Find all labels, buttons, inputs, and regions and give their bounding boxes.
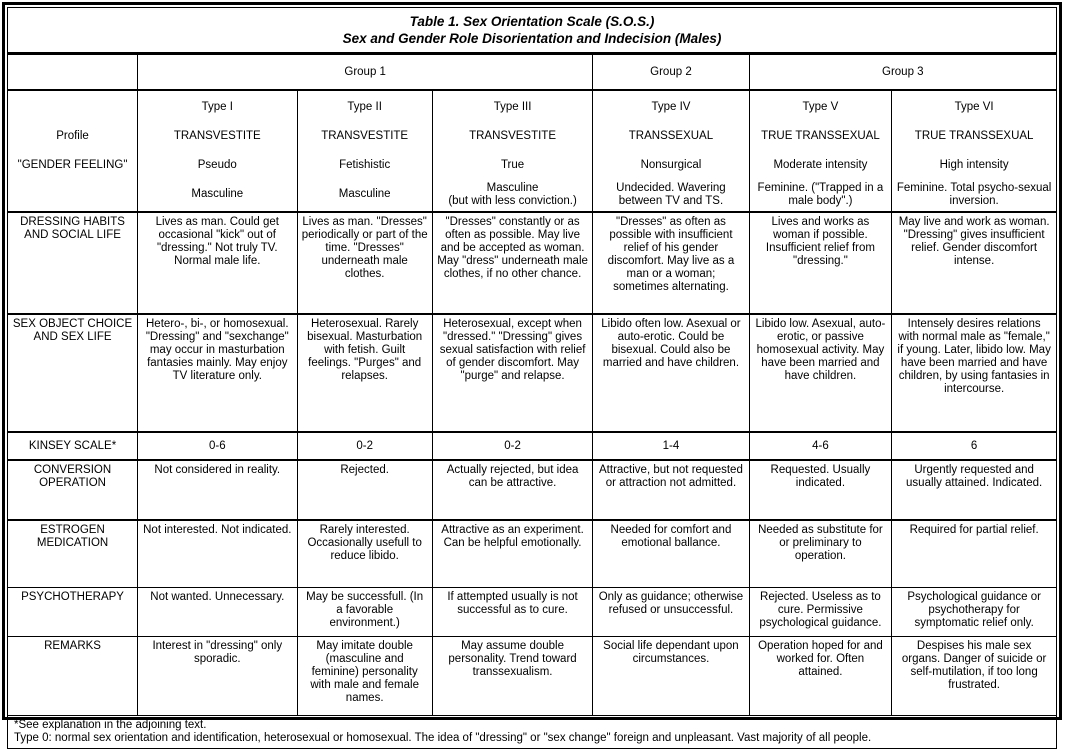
footnote-row [8, 716, 1057, 749]
group-header-row [8, 54, 1057, 91]
col-header-type-v [749, 90, 892, 212]
group-3-header: Group 3 [749, 54, 1056, 91]
profile-row [8, 90, 1057, 212]
cell-dressing-type-v: Lives and works as woman if possible. Insufficient relief from "dressing." [749, 212, 892, 314]
type-vi-feeling: Feminine. Total psycho-sexual inversion. [896, 181, 1052, 207]
table-row-sex-object [8, 314, 1057, 432]
cell-psychotherapy-type-iii: If attempted usually is not successful as to cure. [432, 588, 592, 637]
type-v-feeling: Feminine. ("Trapped in a male body".) [757, 181, 884, 207]
cell-kinsey-type-iv: 1-4 [593, 432, 749, 460]
table-row-remarks [8, 637, 1057, 716]
row-label-psychotherapy: PSYCHOTHERAPY [8, 588, 138, 637]
cell-sex-object-type-iv: Libido often low. Asexual or auto-erotic. Could be bisexual. Could also be married and have children. [593, 314, 749, 432]
type-ii-subtype: Fetishistic [339, 159, 391, 171]
type-ii-feeling: Masculine [338, 188, 391, 200]
cell-remarks-type-iii: May assume double personality. Trend toward transsexualism. [432, 637, 592, 716]
cell-dressing-type-iii: "Dresses" constantly or as often as possible. May live and be accepted as woman. May "dress" underneath male clothes, if no other chance. [432, 212, 592, 314]
profile-spacer-bottom [12, 180, 133, 209]
cell-conversion-type-iv: Attractive, but not requested or attraction not admitted. [593, 460, 749, 520]
cell-conversion-type-ii: Rejected. [297, 460, 432, 520]
title-row [8, 8, 1057, 54]
type-iii-feeling-note: (but with less conviction.) [448, 194, 577, 207]
row-label-dressing-habits: DRESSING HABITS AND SOCIAL LIFE [8, 212, 138, 314]
type-i-feeling: Masculine [191, 188, 244, 200]
table-row-dressing-habits [8, 212, 1057, 314]
cell-estrogen-type-i: Not interested. Not indicated. [138, 520, 297, 588]
cell-psychotherapy-type-i: Not wanted. Unnecessary. [138, 588, 297, 637]
table-row-estrogen-medication [8, 520, 1057, 588]
cell-psychotherapy-type-ii: May be successfull. (In a favorable environment.) [297, 588, 432, 637]
type-vi-name: TRUE TRANSSEXUAL [914, 130, 1034, 142]
cell-estrogen-type-iv: Needed for comfort and emotional ballance. [593, 520, 749, 588]
table-row-conversion-operation [8, 460, 1057, 520]
type-i-name: TRANSVESTITE [173, 130, 261, 142]
type-iv-feeling: Undecided. Wavering between TV and TS. [616, 181, 726, 207]
cell-remarks-type-i: Interest in "dressing" only sporadic. [138, 637, 297, 716]
cell-kinsey-type-v: 4-6 [749, 432, 892, 460]
footnote-line-2: Type 0: normal sex orientation and identification, heterosexual or homosexual. The idea of "dressing" or "sex change" foreign and unpleasant. Vast majority of all people. [14, 732, 872, 744]
sos-table [7, 7, 1057, 749]
type-v-label: Type V [802, 101, 839, 113]
table-row-psychotherapy [8, 588, 1057, 637]
group-2-header: Group 2 [593, 54, 749, 91]
type-iii-feeling: Masculine [486, 181, 539, 194]
footnote-line-1: *See explanation in the adjoining text. [14, 719, 207, 731]
type-vi-label: Type VI [954, 101, 994, 113]
cell-remarks-type-ii: May imitate double (masculine and feminine) personality with male and female names. [297, 637, 432, 716]
cell-kinsey-type-iii: 0-2 [432, 432, 592, 460]
cell-kinsey-type-i: 0-6 [138, 432, 297, 460]
row-label-remarks: REMARKS [8, 637, 138, 716]
cell-dressing-type-i: Lives as man. Could get occasional "kick" out of "dressing." Not truly TV. Normal male life. [138, 212, 297, 314]
col-header-type-ii [297, 90, 432, 212]
table-title [8, 8, 1057, 54]
cell-sex-object-type-ii: Heterosexual. Rarely bisexual. Masturbation with fetish. Guilt feelings. "Purges" and relapses. [297, 314, 432, 432]
cell-remarks-type-vi: Despises his male sex organs. Danger of suicide or self-mutilation, if too long frustrated. [892, 637, 1057, 716]
cell-sex-object-type-v: Libido low. Asexual, auto-erotic, or passive homosexual activity. May have been married and have children. [749, 314, 892, 432]
type-i-label: Type I [201, 101, 233, 113]
cell-dressing-type-iv: "Dresses" as often as possible with insufficient relief of his gender discomfort. May live as a man or a woman; sometimes alternating. [593, 212, 749, 314]
type-iv-subtype: Nonsurgical [640, 159, 702, 171]
cell-sex-object-type-vi: Intensely desires relations with normal male as "female," if young. Later, libido low. May have been married and have children, by using fantasies in intercourse. [892, 314, 1057, 432]
type-iii-name: TRANSVESTITE [469, 130, 556, 142]
type-ii-name: TRANSVESTITE [321, 130, 409, 142]
cell-dressing-type-ii: Lives as man. "Dresses" periodically or part of the time. "Dresses" underneath male clothes. [297, 212, 432, 314]
profile-label: Profile [56, 130, 89, 142]
cell-conversion-type-v: Requested. Usually indicated. [749, 460, 892, 520]
col-header-type-i [138, 90, 297, 212]
footnote-cell [8, 716, 1057, 749]
cell-conversion-type-vi: Urgently requested and usually attained. Indicated. [892, 460, 1057, 520]
cell-estrogen-type-iii: Attractive as an experiment. Can be helpful emotionally. [432, 520, 592, 588]
type-i-subtype: Pseudo [197, 159, 237, 171]
cell-psychotherapy-type-iv: Only as guidance; otherwise refused or unsuccessful. [593, 588, 749, 637]
cell-sex-object-type-iii: Heterosexual, except when "dressed." "Dressing" gives sexual satisfaction with relief of gender discomfort. May "purge" and relapse. [432, 314, 592, 432]
cell-kinsey-type-ii: 0-2 [297, 432, 432, 460]
cell-psychotherapy-type-v: Rejected. Useless as to cure. Permissive psychological guidance. [749, 588, 892, 637]
row-label-estrogen-medication: ESTROGEN MEDICATION [8, 520, 138, 588]
gender-feeling-label: "GENDER FEELING" [17, 159, 128, 171]
table-frame [2, 2, 1062, 744]
type-v-name: TRUE TRANSSEXUAL [761, 130, 880, 142]
cell-conversion-type-iii: Actually rejected, but idea can be attractive. [432, 460, 592, 520]
row-label-conversion-operation: CONVERSION OPERATION [8, 460, 138, 520]
row-label-sex-object: SEX OBJECT CHOICE AND SEX LIFE [8, 314, 138, 432]
profile-spacer-top [12, 93, 133, 122]
cell-estrogen-type-v: Needed as substitute for or preliminary to operation. [749, 520, 892, 588]
table-row-kinsey-scale [8, 432, 1057, 460]
col-header-type-iii [432, 90, 592, 212]
cell-remarks-type-v: Operation hoped for and worked for. Often attained. [749, 637, 892, 716]
col-header-type-vi [892, 90, 1057, 212]
group-1-header: Group 1 [138, 54, 593, 91]
cell-estrogen-type-vi: Required for partial relief. [892, 520, 1057, 588]
cell-psychotherapy-type-vi: Psychological guidance or psychotherapy for symptomatic relief only. [892, 588, 1057, 637]
table-title-line1: Table 1. Sex Orientation Scale (S.O.S.) [409, 14, 655, 29]
type-iv-label: Type IV [651, 101, 691, 113]
cell-dressing-type-vi: May live and work as woman. "Dressing" gives insufficient relief. Gender discomfort intense. [892, 212, 1057, 314]
group-row-spacer [8, 54, 138, 91]
type-vi-subtype: High intensity [939, 159, 1009, 171]
cell-kinsey-type-vi: 6 [892, 432, 1057, 460]
col-header-type-iv [593, 90, 749, 212]
type-ii-label: Type II [347, 101, 382, 113]
type-iii-label: Type III [493, 101, 532, 113]
row-label-profile [8, 90, 138, 212]
table-title-line2: Sex and Gender Role Disorientation and Indecision (Males) [342, 31, 722, 46]
cell-conversion-type-i: Not considered in reality. [138, 460, 297, 520]
cell-estrogen-type-ii: Rarely interested. Occasionally usefull to reduce libido. [297, 520, 432, 588]
cell-remarks-type-iv: Social life dependant upon circumstances. [593, 637, 749, 716]
row-label-kinsey-scale: KINSEY SCALE* [8, 432, 138, 460]
type-iii-subtype: True [500, 159, 525, 171]
cell-sex-object-type-i: Hetero-, bi-, or homosexual. "Dressing" and "sexchange" may occur in masturbation fantasies mainly. May enjoy TV literature only. [138, 314, 297, 432]
type-iv-name: TRANSSEXUAL [628, 130, 714, 142]
type-v-subtype: Moderate intensity [773, 159, 868, 171]
